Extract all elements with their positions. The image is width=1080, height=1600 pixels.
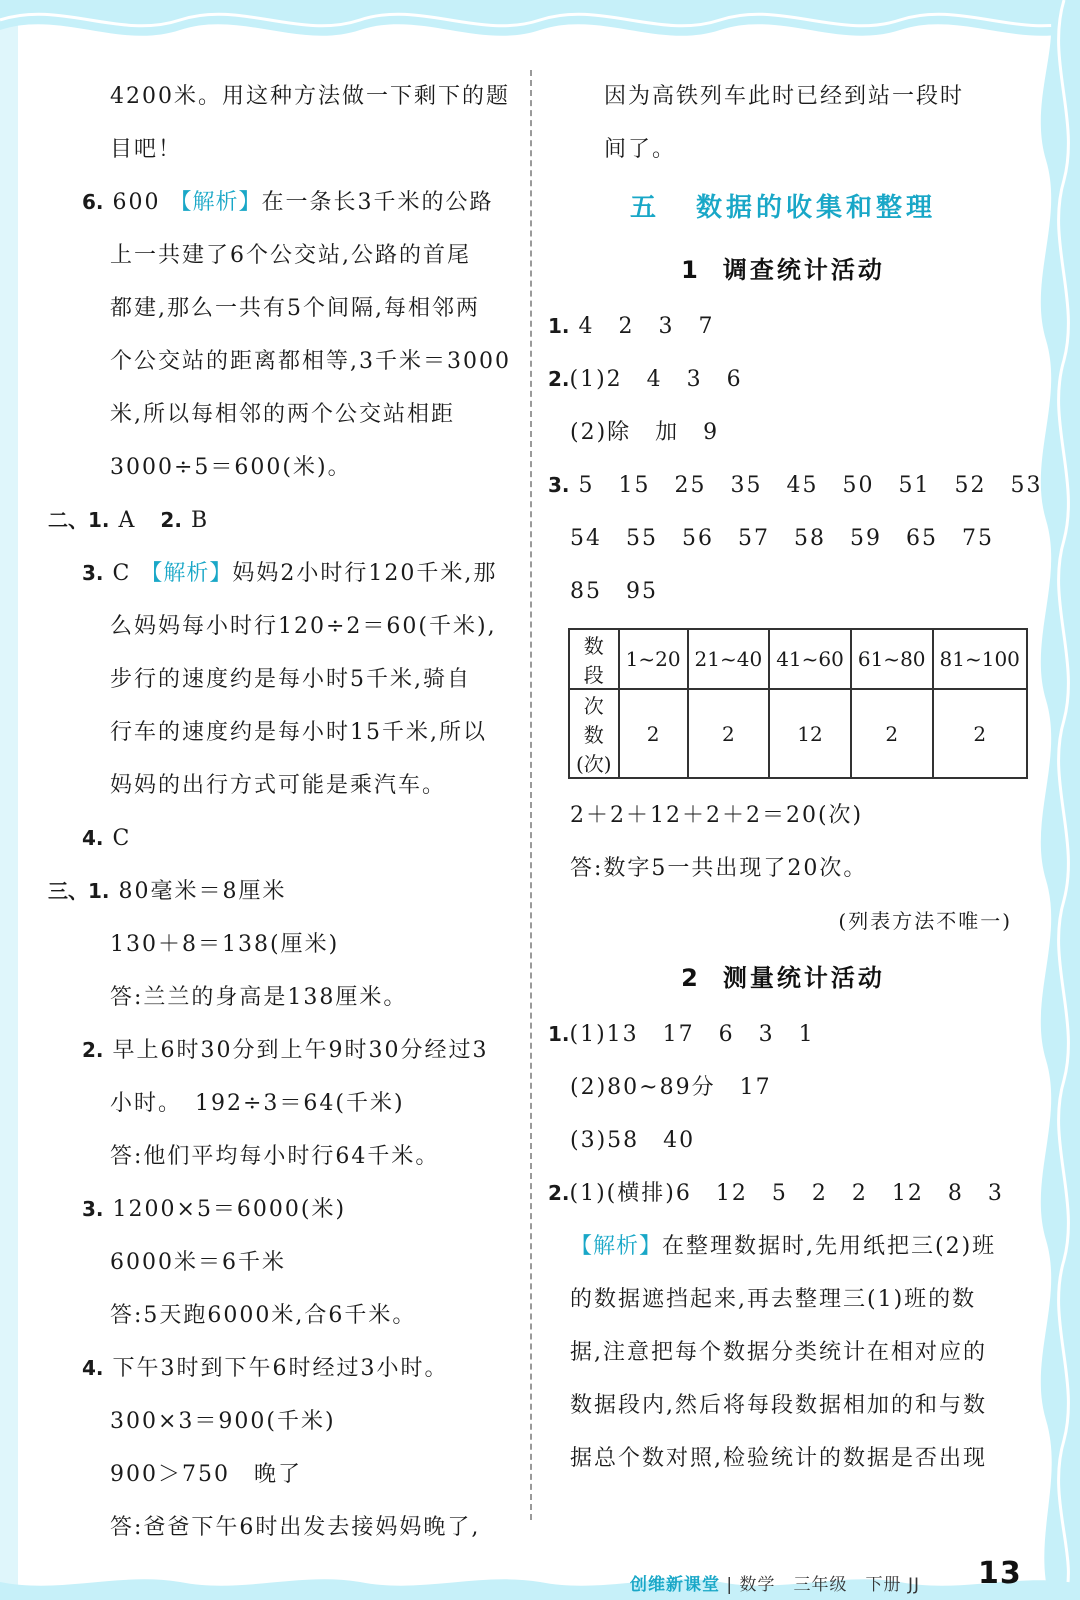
question-number: 3. bbox=[82, 561, 104, 585]
text-line: 6000米＝6千米 bbox=[110, 1250, 286, 1275]
answer-value: 5 15 25 35 45 50 51 52 53 bbox=[578, 473, 1043, 498]
table-cell: 2 bbox=[619, 689, 688, 778]
text-line: 都建,那么一共有5个间隔,每相邻两 bbox=[110, 296, 480, 321]
text-line: 在整理数据时,先用纸把三(2)班 bbox=[662, 1234, 997, 1259]
question-number: 4. bbox=[82, 1356, 104, 1380]
question-4 bbox=[48, 812, 513, 865]
text-line: 个公交站的距离都相等,3千米＝3000 bbox=[110, 349, 511, 374]
question-4 bbox=[48, 1342, 513, 1395]
text-line: 数据段内,然后将每段数据相加的和与数 bbox=[570, 1393, 987, 1418]
analysis-line bbox=[548, 1220, 1018, 1273]
question-2 bbox=[548, 353, 1018, 406]
table-header-cell: 81~100 bbox=[933, 629, 1027, 689]
text-line: 答:兰兰的身高是138厘米。 bbox=[110, 985, 408, 1010]
text-line: 80毫米＝8厘米 bbox=[118, 879, 287, 904]
question-number: 4. bbox=[82, 826, 104, 850]
table-header-cell: 21~40 bbox=[688, 629, 770, 689]
right-column bbox=[548, 70, 1043, 1485]
text-line: 米,所以每相邻的两个公交站相距 bbox=[110, 402, 455, 427]
table-header-cell: 1~20 bbox=[619, 629, 688, 689]
question-6 bbox=[48, 176, 513, 229]
table-header-cell: 61~80 bbox=[851, 629, 933, 689]
question-number: 3. bbox=[548, 473, 570, 497]
text-line: 么妈妈每小时行120÷2＝60(千米), bbox=[110, 614, 497, 639]
frame-top-wave bbox=[0, 0, 1080, 64]
text-line: (3)58 40 bbox=[570, 1128, 696, 1153]
text-line: 妈妈2小时行120千米,那 bbox=[232, 561, 498, 586]
text-line: 上一共建了6个公交站,公路的首尾 bbox=[110, 243, 471, 268]
analysis-tag: 【解析】 bbox=[169, 190, 262, 215]
text-line: 答:数字5一共出现了20次。 bbox=[570, 856, 868, 881]
answer-value: (1)(横排)6 12 5 2 2 12 8 3 bbox=[569, 1181, 1004, 1206]
text-line: 妈妈的出行方式可能是乘汽车。 bbox=[110, 773, 447, 798]
answer-value: C bbox=[112, 561, 132, 586]
analysis-tag: 【解析】 bbox=[570, 1234, 663, 1259]
text-line: (2)除 加 9 bbox=[570, 420, 720, 445]
answer-value: C bbox=[112, 826, 132, 851]
frame-left bbox=[0, 0, 18, 1600]
unit-number: 五 bbox=[629, 193, 660, 223]
unit-title bbox=[548, 176, 1018, 240]
question-number: 2. bbox=[82, 1038, 104, 1062]
text-line: 900＞750 晚了 bbox=[110, 1462, 302, 1487]
text-line: 步行的速度约是每小时5千米,骑自 bbox=[110, 667, 471, 692]
answer-value: (1)13 17 6 3 1 bbox=[569, 1022, 815, 1047]
text-line: 2＋2＋12＋2＋2＝20(次) bbox=[570, 803, 864, 828]
section-label: 二、 bbox=[48, 508, 88, 532]
footer-brand: 创维新课堂 bbox=[630, 1575, 720, 1595]
question-3 bbox=[548, 459, 1043, 512]
table-cell: 2 bbox=[688, 689, 770, 778]
text-line: 目吧！ bbox=[110, 137, 183, 162]
section-number: 1 bbox=[681, 256, 701, 284]
frequency-table bbox=[568, 628, 1028, 779]
question-number: 1. bbox=[88, 508, 110, 532]
text-line: 间了。 bbox=[604, 137, 677, 162]
answer-value: A bbox=[118, 508, 137, 533]
row-label-line: 次数 bbox=[583, 694, 604, 747]
text-line: 的数据遮挡起来,再去整理三(1)班的数 bbox=[570, 1287, 977, 1312]
text-line: 300×3＝900(千米) bbox=[110, 1409, 336, 1434]
section-3-line bbox=[48, 865, 513, 918]
page-footer: 创维新课堂 | 数学 三年级 下册 JJ 13 bbox=[630, 1556, 1022, 1595]
row-label-line: (次) bbox=[576, 752, 612, 776]
note-line: (列表方法不唯一) bbox=[838, 909, 1012, 933]
text-line: 85 95 bbox=[570, 579, 658, 604]
section-label: 三、 bbox=[48, 879, 88, 903]
footer-edition: JJ bbox=[907, 1575, 920, 1595]
question-3 bbox=[48, 1183, 513, 1236]
text-line: 下午3时到下午6时经过3小时。 bbox=[112, 1356, 449, 1381]
page-number: 13 bbox=[978, 1556, 1022, 1591]
text-line: (2)80~89分 17 bbox=[570, 1075, 772, 1100]
question-number: 1. bbox=[88, 879, 110, 903]
text-line: 答:爸爸下午6时出发去接妈妈晚了, bbox=[110, 1515, 481, 1540]
question-1 bbox=[548, 300, 1018, 353]
text-line: 行车的速度约是每小时15千米,所以 bbox=[110, 720, 487, 745]
footer-volume: 下册 bbox=[865, 1575, 902, 1595]
section-number: 2 bbox=[681, 964, 701, 992]
text-line: 因为高铁列车此时已经到站一段时 bbox=[604, 84, 965, 109]
question-3 bbox=[48, 547, 513, 600]
section-name: 测量统计活动 bbox=[722, 964, 885, 992]
table-row bbox=[569, 689, 1027, 778]
analysis-tag: 【解析】 bbox=[140, 561, 233, 586]
footer-subject: 数学 bbox=[739, 1575, 776, 1595]
question-1 bbox=[548, 1008, 1018, 1061]
answer-value: B bbox=[190, 508, 210, 533]
text-line: 小时。 192÷3＝64(千米) bbox=[110, 1091, 405, 1116]
section-1-title bbox=[548, 240, 1018, 300]
column-divider bbox=[530, 70, 532, 1520]
question-number: 2. bbox=[160, 508, 182, 532]
table-row bbox=[569, 629, 1027, 689]
answer-value: 4 2 3 7 bbox=[578, 314, 715, 339]
section-name: 调查统计活动 bbox=[722, 256, 885, 284]
frame-right-wave bbox=[1020, 0, 1080, 1600]
text-line: 4200米。用这种方法做一下剩下的题 bbox=[110, 84, 510, 109]
text-line: 在一条长3千米的公路 bbox=[261, 190, 494, 215]
text-line: 3000÷5＝600(米)。 bbox=[110, 455, 352, 480]
question-2 bbox=[48, 1024, 513, 1077]
text-line: 答:5天跑6000米,合6千米。 bbox=[110, 1303, 417, 1328]
table-header-cell: 数段 bbox=[569, 629, 619, 689]
left-column bbox=[48, 70, 513, 1554]
unit-name: 数据的收集和整理 bbox=[696, 193, 937, 223]
text-line: 1200×5＝6000(米) bbox=[112, 1197, 347, 1222]
answer-value: (1)2 4 3 6 bbox=[569, 367, 743, 392]
question-2 bbox=[548, 1167, 1018, 1220]
footer-grade: 三年级 bbox=[793, 1575, 848, 1595]
text-line: 早上6时30分到上午9时30分经过3 bbox=[112, 1038, 489, 1063]
answer-value: 600 bbox=[112, 190, 161, 215]
section-2-title bbox=[548, 948, 1018, 1008]
text-line: 答:他们平均每小时行64千米。 bbox=[110, 1144, 440, 1169]
section-2-line bbox=[48, 494, 513, 547]
text-line: 130＋8＝138(厘米) bbox=[110, 932, 340, 957]
question-number: 3. bbox=[82, 1197, 104, 1221]
table-cell: 2 bbox=[933, 689, 1027, 778]
table-cell: 2 bbox=[851, 689, 933, 778]
question-number: 1. bbox=[548, 1022, 570, 1046]
table-header-cell: 41~60 bbox=[769, 629, 851, 689]
table-cell: 12 bbox=[769, 689, 851, 778]
question-number: 2. bbox=[548, 367, 570, 391]
table-row-label bbox=[569, 689, 619, 778]
text-line: 54 55 56 57 58 59 65 75 bbox=[570, 526, 994, 551]
text-line: 据,注意把每个数据分类统计在相对应的 bbox=[570, 1340, 987, 1365]
question-number: 1. bbox=[548, 314, 570, 338]
question-number: 2. bbox=[548, 1181, 570, 1205]
question-number: 6. bbox=[82, 190, 104, 214]
text-line: 据总个数对照,检验统计的数据是否出现 bbox=[570, 1446, 987, 1471]
